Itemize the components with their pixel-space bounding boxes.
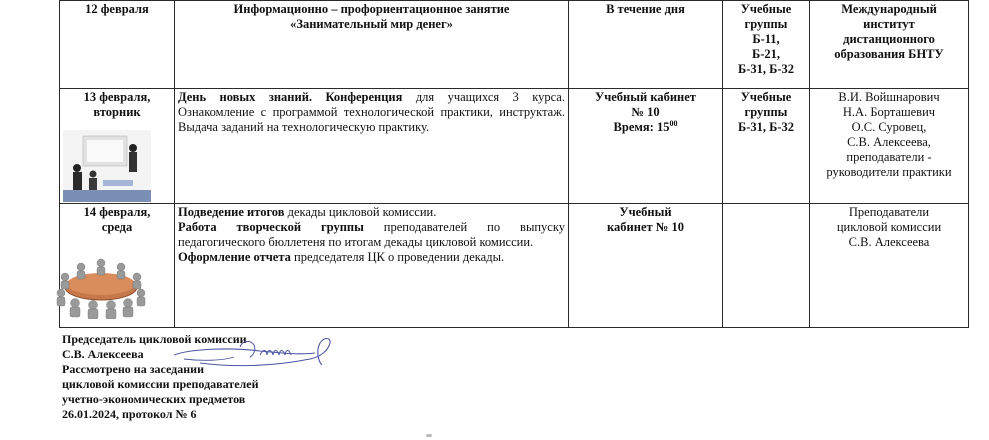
group-cell — [723, 204, 810, 328]
table-row — [60, 204, 969, 328]
place-cell — [569, 89, 723, 204]
responsible-line: Международный — [841, 2, 937, 16]
event-cell — [175, 204, 569, 328]
event-bold-title: Работа творческой группы — [178, 220, 364, 234]
responsible-line: С.В. Алексеева — [848, 235, 930, 249]
date-cell — [60, 89, 175, 204]
responsible-cell — [810, 89, 969, 204]
group-line: Учебные — [740, 90, 792, 104]
event-text: преподавателей по выпуску педагогического бюллетеня по итогам декады цикловой комиссии. — [178, 220, 565, 249]
responsible-line: О.С. Суровец, — [851, 120, 927, 134]
table-row — [60, 89, 969, 204]
group-line: Б-31, Б-32 — [737, 120, 795, 134]
reviewed-line: Рассмотрено на заседании — [62, 362, 204, 376]
event-description: для учащихся 3 курса. Ознакомление с программой технологической практики, инструктаж. Выдача заданий на технологическую практику. — [178, 90, 565, 134]
event-cell — [175, 1, 569, 89]
time-minutes: 00 — [669, 118, 678, 128]
responsible-line: институт — [863, 17, 915, 31]
chairman-title: Председатель цикловой комиссии — [62, 332, 247, 346]
place-line: Учебный — [619, 205, 672, 219]
responsible-line: дистанционного — [843, 32, 935, 46]
event-bold-title: Оформление отчета — [178, 250, 291, 264]
group-cell — [723, 89, 810, 204]
date-text: 12 февраля — [85, 2, 149, 16]
event-bold-title: День новых знаний. Конференция — [178, 90, 403, 104]
weekday-text: среда — [101, 220, 133, 234]
weekday-text: вторник — [93, 105, 141, 119]
event-title-line: Информационно – профориентационное занятие — [233, 2, 510, 16]
table-row — [60, 1, 969, 89]
commission-line: цикловой комиссии преподавателей — [62, 377, 259, 391]
event-paragraph — [178, 205, 565, 220]
schedule-table — [59, 0, 969, 328]
date-text: 14 февраля, — [83, 205, 151, 219]
responsible-line: Н.А. Борташевич — [842, 105, 936, 119]
round-table-meeting-image — [51, 241, 151, 319]
event-title-line: «Занимательный мир денег» — [290, 17, 453, 31]
date-text: 13 февраля, — [83, 90, 151, 104]
place-cell — [569, 1, 723, 89]
responsible-cell — [810, 204, 969, 328]
protocol-line: 26.01.2024, протокол № 6 — [62, 407, 197, 421]
place-line: кабинет № 10 — [607, 220, 684, 234]
group-cell — [723, 1, 810, 89]
event-text: декады цикловой комиссии. — [284, 205, 437, 219]
time-label: Время: 15 — [613, 120, 670, 134]
place-line: № 10 — [631, 105, 660, 119]
handwritten-signature — [170, 333, 340, 373]
event-bold-title: Подведение итогов — [178, 205, 285, 219]
place-cell — [569, 204, 723, 328]
event-cell — [175, 89, 569, 204]
event-paragraph — [178, 250, 565, 265]
scan-speck — [426, 434, 432, 437]
responsible-line: преподаватели - — [846, 150, 932, 164]
date-cell — [60, 1, 175, 89]
responsible-line: руководители практики — [826, 165, 952, 179]
group-line: группы — [744, 17, 788, 31]
group-line: Учебные — [740, 2, 792, 16]
responsible-cell — [810, 1, 969, 89]
event-text: председателя ЦК о проведении декады. — [290, 250, 505, 264]
presentation-photo — [63, 130, 151, 202]
place-line: В течение дня — [606, 2, 685, 16]
responsible-line: В.И. Войшнарович — [838, 90, 940, 104]
responsible-line: цикловой комиссии — [836, 220, 942, 234]
place-line: Учебный кабинет — [595, 90, 696, 104]
responsible-line: С.В. Алексеева, — [847, 135, 931, 149]
chairman-name: С.В. Алексеева — [62, 347, 144, 361]
responsible-line: Преподаватели — [848, 205, 930, 219]
time-line — [572, 120, 719, 135]
event-paragraph — [178, 220, 565, 250]
subjects-line: учетно-экономических предметов — [62, 392, 246, 406]
responsible-line: образования БНТУ — [834, 47, 944, 61]
group-line: Б-11, — [752, 32, 780, 46]
group-line: Б-31, Б-32 — [737, 62, 795, 76]
date-cell — [60, 204, 175, 328]
group-line: группы — [744, 105, 788, 119]
group-line: Б-21, — [751, 47, 781, 61]
